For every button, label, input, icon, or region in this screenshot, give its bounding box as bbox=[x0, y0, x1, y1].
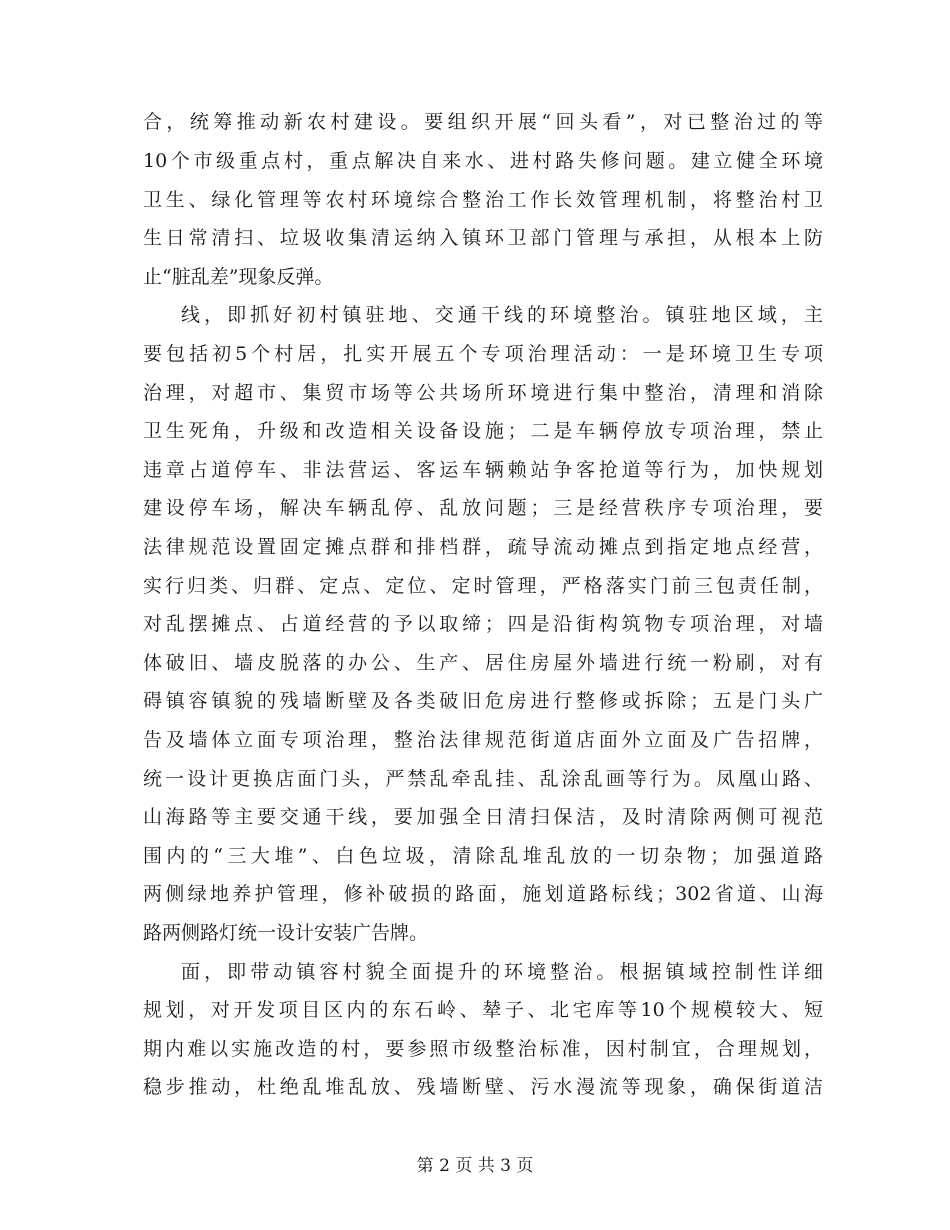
text-line: 卫生死角，升级和改造相关设备设施；二是车辆停放专项治理，禁止 bbox=[143, 420, 823, 442]
text-line: 告及墙体立面专项治理，整治法律规范街道店面外立面及广告招牌， bbox=[143, 729, 823, 751]
text-line: 碍镇容镇貌的残墙断壁及各类破旧危房进行整修或拆除；五是门头广 bbox=[143, 690, 823, 712]
text-line: 期内难以实施改造的村，要参照市级整治标准，因村制宜，合理规划， bbox=[143, 1038, 823, 1060]
text-line: 法律规范设置固定摊点群和排档群，疏导流动摊点到指定地点经营， bbox=[143, 536, 823, 558]
page-number-footer: 第 2 页 共 3 页 bbox=[416, 1156, 534, 1176]
text-line: 治理，对超市、集贸市场等公共场所环境进行集中整治，清理和消除 bbox=[143, 382, 823, 404]
text-line: 路两侧路灯统一设计安装广告牌。 bbox=[143, 922, 429, 944]
text-line: 规划，对开发项目区内的东石岭、辇子、北宅库等10个规模较大、短 bbox=[143, 999, 823, 1021]
text-line: 10个市级重点村，重点解决自来水、进村路失修问题。建立健全环境 bbox=[143, 150, 823, 172]
text-line: 违章占道停车、非法营运、客运车辆赖站争客抢道等行为，加快规划 bbox=[143, 459, 823, 481]
text-line: 要包括初5个村居，扎实开展五个专项治理活动：一是环境卫生专项 bbox=[143, 343, 823, 365]
text-line: 生日常清扫、垃圾收集清运纳入镇环卫部门管理与承担，从根本上防 bbox=[143, 227, 823, 249]
text-line: 建设停车场，解决车辆乱停、乱放问题；三是经营秩序专项治理，要 bbox=[143, 497, 823, 519]
text-line: 体破旧、墙皮脱落的办公、生产、居住房屋外墙进行统一粉刷，对有 bbox=[143, 652, 823, 674]
text-line: 山海路等主要交通干线，要加强全日清扫保洁，及时清除两侧可视范 bbox=[143, 806, 823, 828]
text-line: 合，统筹推动新农村建设。要组织开展“回头看”，对已整治过的等 bbox=[143, 111, 823, 133]
text-line: 止“脏乱差”现象反弹。 bbox=[143, 266, 334, 288]
text-line: 稳步推动，杜绝乱堆乱放、残墙断壁、污水漫流等现象，确保街道洁 bbox=[143, 1076, 823, 1098]
text-line: 对乱摆摊点、占道经营的予以取缔；四是沿街构筑物专项治理，对墙 bbox=[143, 613, 823, 635]
paragraph-start-line: 面，即带动镇容村貌全面提升的环境整治。根据镇域控制性详细 bbox=[181, 961, 823, 983]
text-line: 实行归类、归群、定点、定位、定时管理，严格落实门前三包责任制， bbox=[143, 575, 823, 597]
paragraph-start-line: 线，即抓好初村镇驻地、交通干线的环境整治。镇驻地区域，主 bbox=[181, 304, 823, 326]
text-line: 卫生、绿化管理等农村环境综合整治工作长效管理机制，将整治村卫 bbox=[143, 189, 823, 211]
text-line: 两侧绿地养护管理，修补破损的路面，施划道路标线；302省道、山海 bbox=[143, 883, 823, 905]
text-line: 统一设计更换店面门头，严禁乱牵乱挂、乱涂乱画等行为。凤凰山路、 bbox=[143, 768, 823, 790]
text-line: 围内的“三大堆”、白色垃圾，清除乱堆乱放的一切杂物；加强道路 bbox=[143, 845, 823, 867]
